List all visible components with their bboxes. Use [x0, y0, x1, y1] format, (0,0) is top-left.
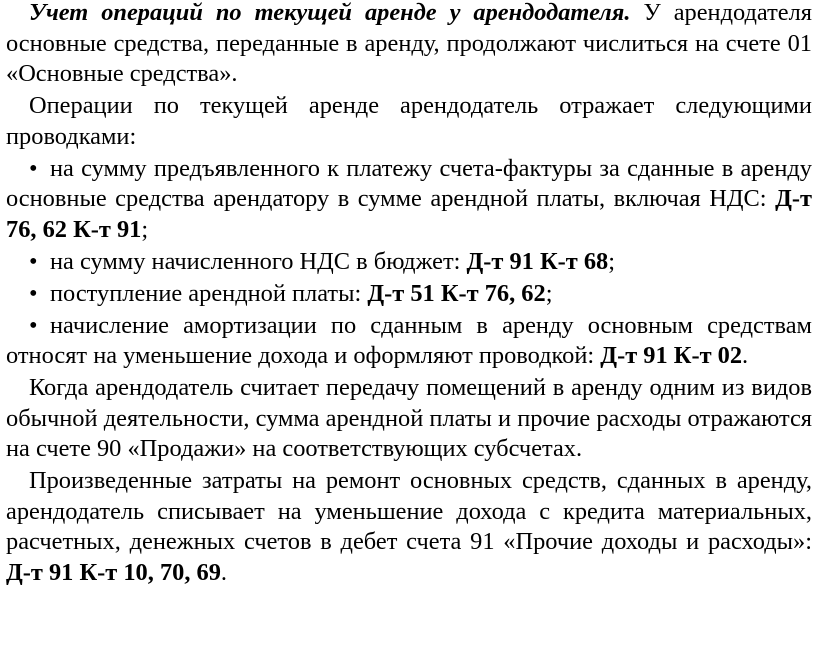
accounting-entry: Д-т 51 К-т 76, 62 [367, 279, 546, 307]
intro-text: У арендодателя основные средства, переданные в аренду, продолжают числиться на счете 01 «Основные средства». [6, 0, 812, 87]
repair-costs-paragraph [6, 466, 812, 588]
bullet-icon: • [29, 247, 38, 275]
list-item [6, 279, 812, 310]
postings-intro-paragraph: Операции по текущей аренде арендодатель отражает следующими проводками: [6, 92, 812, 150]
list-item-end: ; [141, 215, 149, 243]
list-item-text: на сумму начисленного НДС в бюджет: [50, 247, 467, 275]
accounting-entry: Д-т 76, 62 К-т 91 [6, 185, 812, 243]
list-item [6, 247, 812, 278]
repair-costs-text: Произведенные затраты на ремонт основных средств, сданных в аренду, арендодатель списывает на уменьшение дохода с кредита материальных, расчетных, денежных счетов в дебет счета 91 «Прочие доходы и расходы»: [6, 467, 812, 555]
accounting-entry: Д-т 91 К-т 10, 70, 69 [6, 558, 221, 586]
bullet-icon: • [29, 311, 38, 339]
section-heading: Учет операций по текущей аренде у арендодателя. [29, 0, 631, 26]
accounting-entry: Д-т 91 К-т 02 [600, 342, 743, 369]
list-item-end: ; [608, 247, 616, 275]
list-item [6, 311, 812, 372]
intro-paragraph [6, 0, 812, 90]
list-item-text: начисление амортизации по сданным в аренду основным средствам относят на уменьшение дохода и оформляют проводкой: [6, 311, 812, 369]
list-item-text: поступление арендной платы: [50, 279, 368, 307]
bullet-icon: • [29, 154, 38, 182]
accounting-entry: Д-т 91 К-т 68 [466, 247, 609, 275]
ordinary-activity-paragraph: Когда арендодатель считает передачу помещений в аренду одним из видов обычной деятельности, сумма арендной платы и прочие расходы отражаются на счете 90 «Продажи» на соответствующих субсчетах. [6, 374, 812, 462]
bullet-icon: • [29, 279, 38, 307]
repair-costs-end: . [220, 558, 228, 586]
list-item-end: . [742, 342, 749, 369]
list-item-text: на сумму предъявленного к платежу счета-фактуры за сданные в аренду основные средства арендатору в сумме арендной платы, включая НДС: [6, 154, 812, 212]
list-item [6, 154, 812, 246]
list-item-end: ; [545, 279, 553, 307]
